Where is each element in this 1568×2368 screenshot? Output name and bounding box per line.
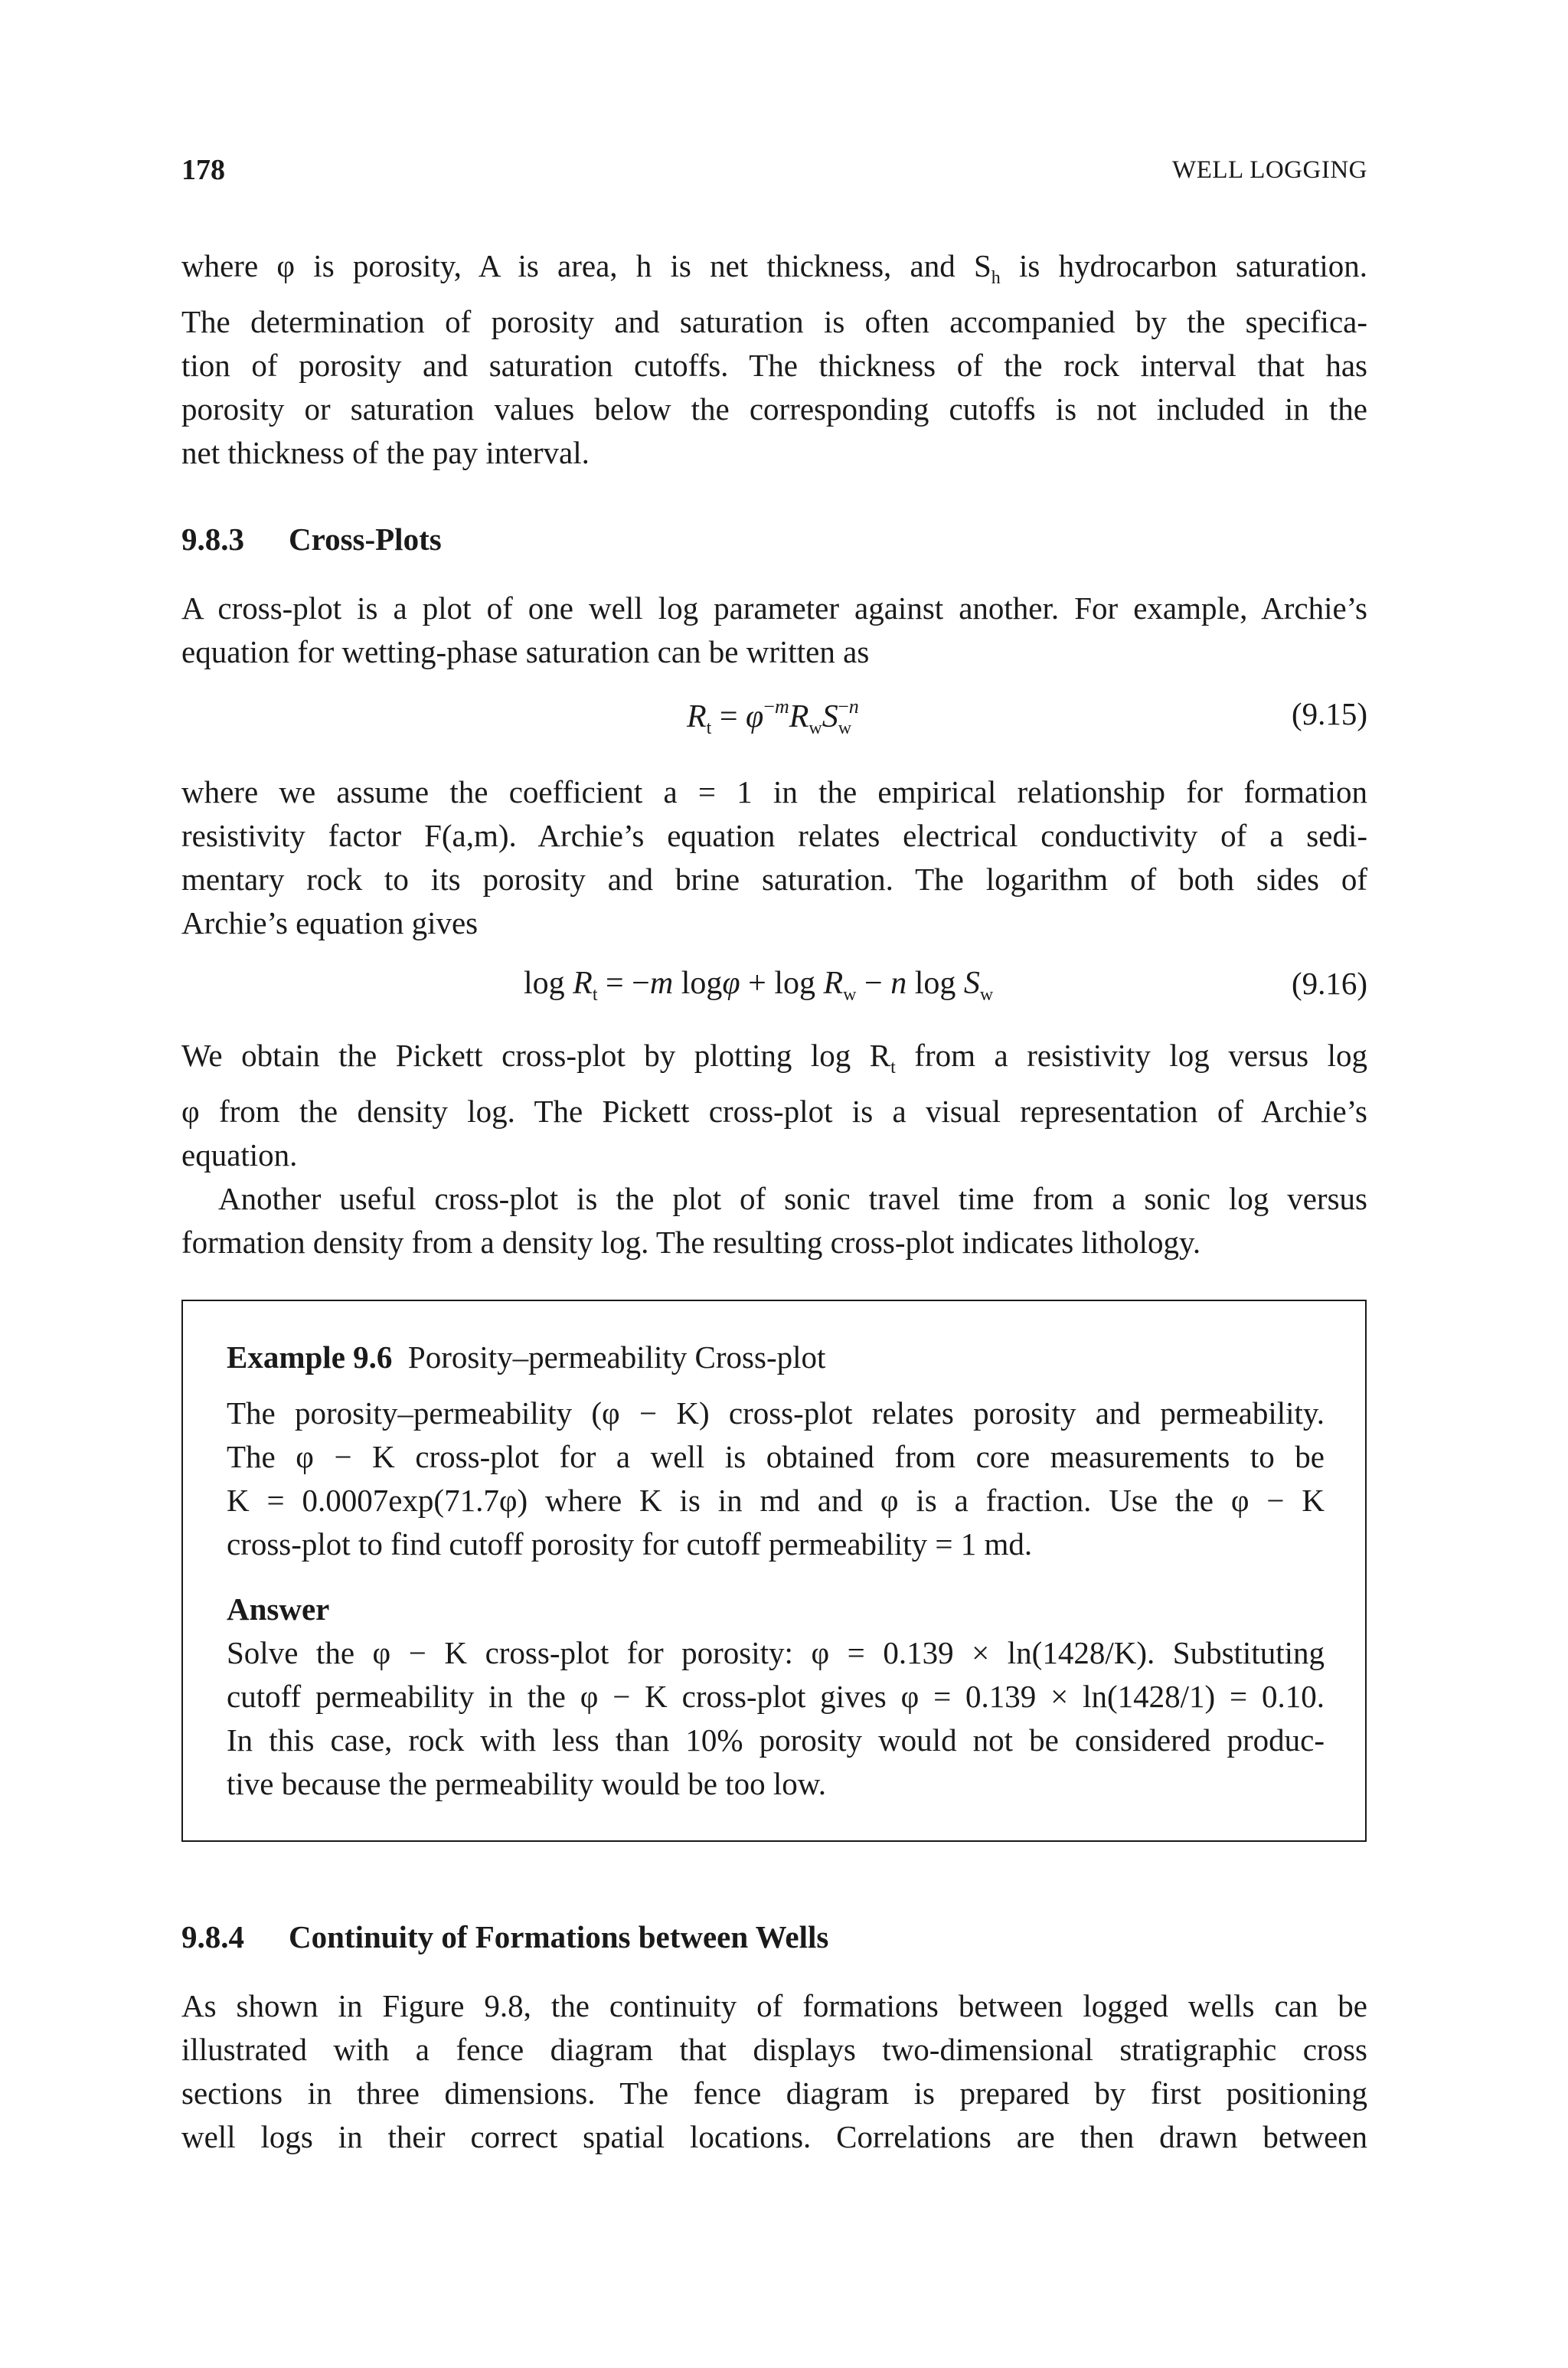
text-line: illustrated with a fence diagram that displays two-dimensional stratigraphic cross <box>181 2032 1367 2067</box>
example-title-text: Porosity–permeability Cross-plot <box>407 1339 826 1375</box>
text-line: tive because the permeability would be too low. <box>227 1766 826 1801</box>
text-line: The determination of porosity and saturation is often accompanied by the specifica- <box>181 304 1367 339</box>
equation-number: (9.16) <box>1291 966 1367 1001</box>
section-title: Cross-Plots <box>289 522 442 557</box>
equation-9-16 <box>181 965 1367 1011</box>
page-number: 178 <box>181 154 225 186</box>
paragraph-porosity-definition <box>181 244 1367 475</box>
paragraph-pickett-cross-plot <box>181 1034 1367 1264</box>
example-title <box>227 1336 1325 1379</box>
text-line: equation. <box>181 1137 298 1173</box>
text-line: Solve the φ − K cross-plot for porosity: φ = 0.139 × ln(1428/K). Substituting <box>227 1635 1325 1670</box>
section-heading-continuity <box>181 1918 828 1955</box>
example-answer <box>227 1631 1325 1806</box>
text-line: A cross-plot is a plot of one well log parameter against another. For example, Archie’s <box>181 590 1367 626</box>
paragraph-archie-equation <box>181 770 1367 945</box>
text-line: The φ − K cross-plot for a well is obtained from core measurements to be <box>227 1439 1325 1474</box>
text-line: K = 0.0007exp(71.7φ) where K is in md and φ is a fraction. Use the φ − K <box>227 1483 1325 1518</box>
section-number: 9.8.4 <box>181 1919 244 1954</box>
text-line: cutoff permeability in the φ − K cross-plot gives φ = 0.139 × ln(1428/1) = 0.10. <box>227 1679 1325 1714</box>
text-line: We obtain the Pickett cross-plot by plotting $\log R_t$ from a resistivity log versus log <box>181 1038 1367 1078</box>
equation-number: (9.15) <box>1291 696 1367 731</box>
text-line: cross-plot to find cutoff porosity for cutoff permeability = 1 md. <box>227 1526 1033 1562</box>
text-line: Archie’s equation gives <box>181 905 479 940</box>
text-line: net thickness of the pay interval. <box>181 435 590 470</box>
text-line: equation for wetting-phase saturation can be written as <box>181 634 870 669</box>
paragraph-fence-diagram <box>181 1984 1367 2159</box>
example-problem <box>227 1392 1325 1566</box>
text-line: The porosity–permeability (φ − K) cross-plot relates porosity and permeability. <box>227 1395 1325 1431</box>
section-number: 9.8.3 <box>181 522 244 557</box>
section-title: Continuity of Formations between Wells <box>289 1919 829 1954</box>
text-line: resistivity factor F(a,m). Archie’s equation relates electrical conductivity of a sedi- <box>181 818 1367 853</box>
page-header <box>181 153 1367 191</box>
text-line: φ from the density log. The Pickett cross-plot is a visual representation of Archie’s <box>181 1094 1367 1129</box>
example-label: Example 9.6 <box>227 1339 393 1375</box>
text-line: As shown in Figure 9.8, the continuity of formations between logged wells can be <box>181 1988 1367 2023</box>
text-line: porosity or saturation values below the corresponding cutoffs is not included in the <box>181 391 1367 427</box>
text-line: Another useful cross-plot is the plot of sonic travel time from a sonic log versus <box>218 1181 1367 1216</box>
text-line: where we assume the coefficient a = 1 in the empirical relationship for formation <box>181 774 1367 810</box>
running-head: WELL LOGGING <box>1172 156 1367 184</box>
example-content <box>227 1336 1325 1806</box>
equation-expression: $\log R_t = -m$ $\log\varphi + \log R_w - n$ $\log S_w$ <box>524 966 994 1005</box>
text-line: In this case, rock with less than 10% porosity would not be considered produc- <box>227 1722 1325 1758</box>
example-box <box>181 1300 1367 1842</box>
paragraph-cross-plot-intro <box>181 587 1367 674</box>
text-line: mentary rock to its porosity and brine saturation. The logarithm of both sides of <box>181 862 1367 897</box>
answer-heading: Answer <box>227 1591 330 1627</box>
text-line: where φ is porosity, A is area, h is net thickness, and $S_h$ is hydrocarbon saturation. <box>181 248 1367 288</box>
equation-9-15 <box>181 695 1367 741</box>
equation-expression: $R_t = \varphi^{-m}R_wS_w^{-n}$ <box>687 695 859 738</box>
text-line: formation density from a density log. The resulting cross-plot indicates lithology. <box>181 1225 1201 1260</box>
section-heading-cross-plots <box>181 521 442 558</box>
text-line: tion of porosity and saturation cutoffs. The thickness of the rock interval that has <box>181 348 1367 383</box>
text-line: well logs in their correct spatial locations. Correlations are then drawn between <box>181 2119 1367 2154</box>
text-line: sections in three dimensions. The fence diagram is prepared by first positioning <box>181 2075 1367 2111</box>
